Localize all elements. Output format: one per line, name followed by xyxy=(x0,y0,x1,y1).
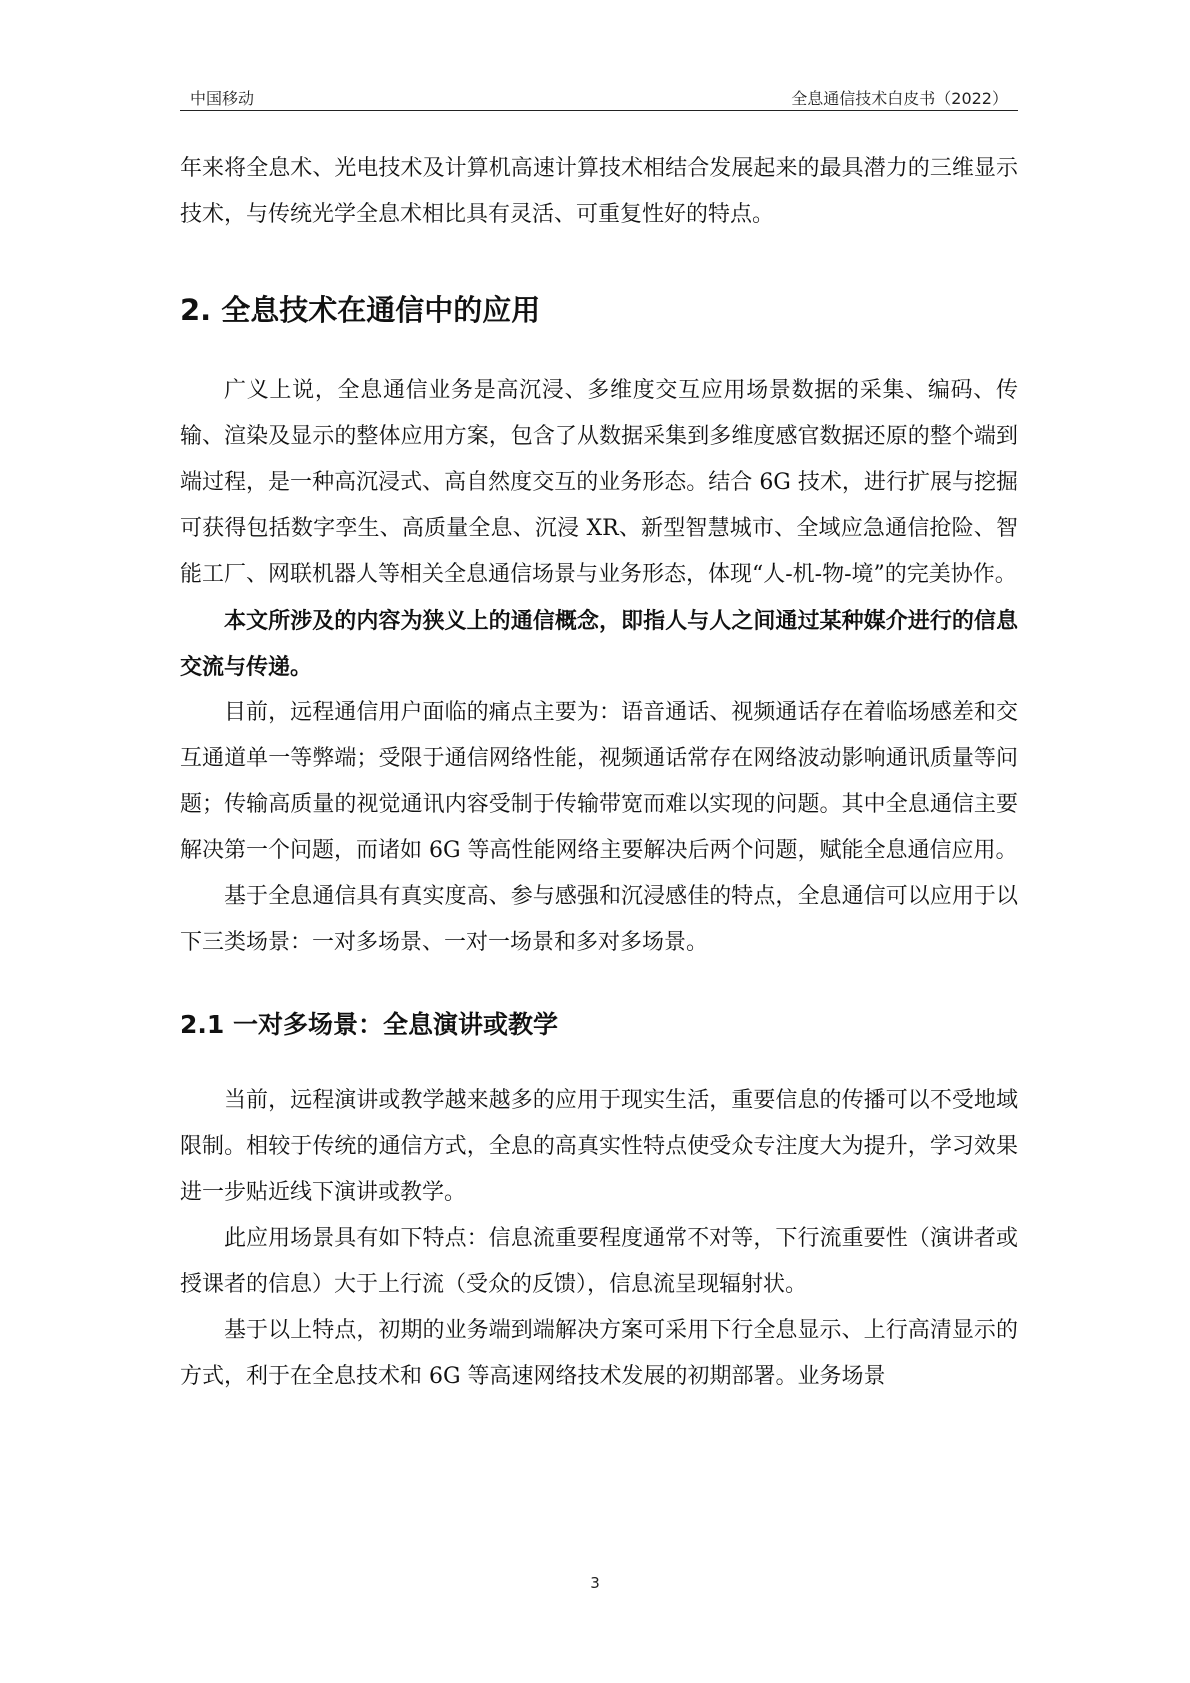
page-header xyxy=(180,80,1018,111)
section-2-paragraph-4: 基于全息通信具有真实度高、参与感强和沉浸感佳的特点，全息通信可以应用于以下三类场景：一对多场景、一对一场景和多对多场景。 xyxy=(180,884,1018,955)
section-2-paragraph-2-bold: 本文所涉及的内容为狭义上的通信概念，即指人与人之间通过某种媒介进行的信息交流与传递。 xyxy=(180,608,1018,680)
section-2-1-paragraph-2: 此应用场景具有如下特点：信息流重要程度通常不对等，下行流重要性（演讲者或授课者的信息）大于上行流（受众的反馈），信息流呈现辐射状。 xyxy=(180,1226,1018,1297)
page-content xyxy=(180,146,1018,1400)
section-2-1-paragraph-3: 基于以上特点，初期的业务端到端解决方案可采用下行全息显示、上行高清显示的方式，利于在全息技术和 6G 等高速网络技术发展的初期部署。业务场景 xyxy=(180,1318,1018,1389)
section-2-paragraph-1: 广义上说，全息通信业务是高沉浸、多维度交互应用场景数据的采集、编码、传输、渲染及显示的整体应用方案，包含了从数据采集到多维度感官数据还原的整个端到端过程，是一种高沉浸式、高自然度交互的业务形态。结合 6G 技术，进行扩展与挖掘可获得包括数字孪生、高质量全息、沉浸 XR、新型智慧城市、全域应急通信抢险、智能工厂、网联机器人等相关全息通信场景与业务形态，体现“人-机-物-境”的完美协作。 xyxy=(180,378,1018,587)
section-2-1-paragraph-1: 当前，远程演讲或教学越来越多的应用于现实生活，重要信息的传播可以不受地域限制。相较于传统的通信方式，全息的高真实性特点使受众专注度大为提升，学习效果进一步贴近线下演讲或教学。 xyxy=(180,1088,1018,1205)
section-2-title: 2. 全息技术在通信中的应用 xyxy=(180,293,541,327)
section-2-1-title: 2.1 一对多场景：全息演讲或教学 xyxy=(180,1010,558,1039)
header-left-text: 中国移动 xyxy=(190,89,255,108)
header-right-text: 全息通信技术白皮书（2022） xyxy=(791,89,1008,108)
intro-paragraph: 年来将全息术、光电技术及计算机高速计算技术相结合发展起来的最具潜力的三维显示技术，与传统光学全息术相比具有灵活、可重复性好的特点。 xyxy=(180,156,1018,227)
page-number: 3 xyxy=(590,1574,600,1592)
section-2-paragraph-3: 目前，远程通信用户面临的痛点主要为：语音通话、视频通话存在着临场感差和交互通道单一等弊端；受限于通信网络性能，视频通话常存在网络波动影响通讯质量等问题；传输高质量的视觉通讯内容受制于传输带宽而难以实现的问题。其中全息通信主要解决第一个问题，而诸如 6G 等高性能网络主要解决后两个问题，赋能全息通信应用。 xyxy=(180,700,1018,863)
